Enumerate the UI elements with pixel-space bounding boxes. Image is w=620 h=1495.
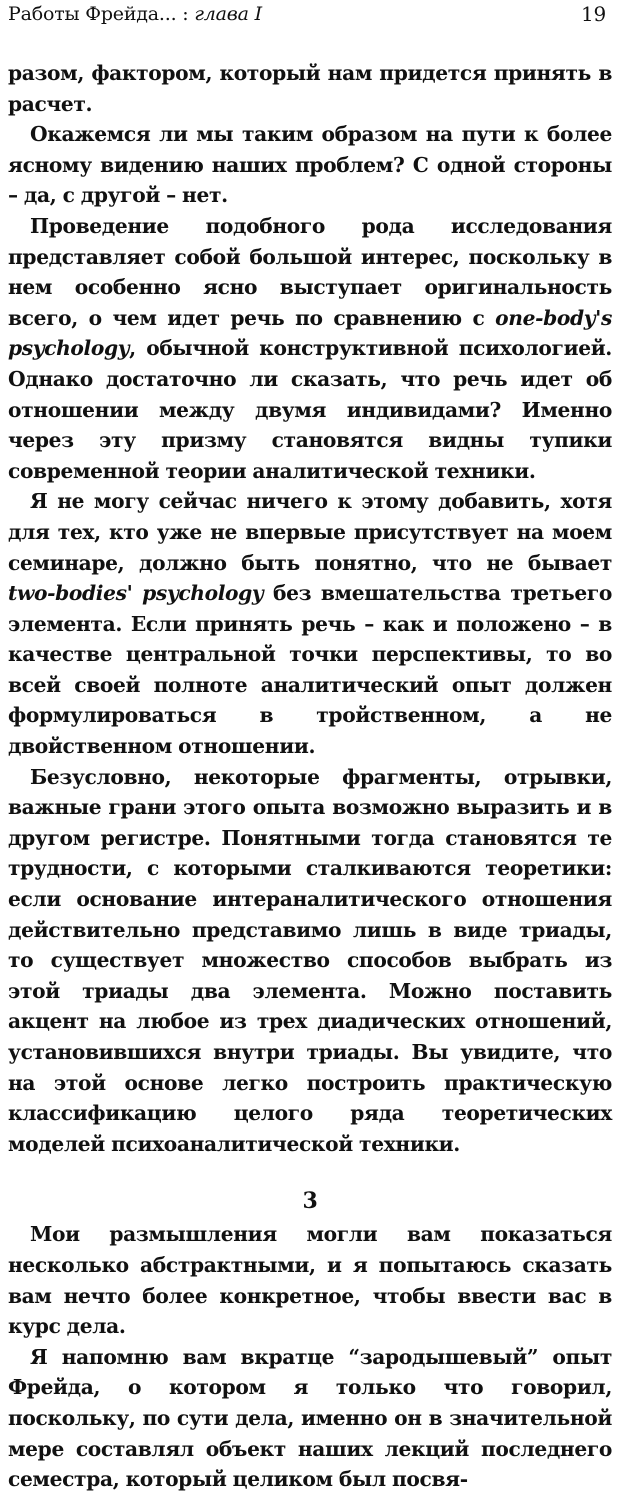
- paragraph-4-text-b: без вмешательства третьего элемента. Если принять речь – как и положено – в качестве центральной точки перспективы, то во всей своей полноте аналитический опыт должен формулироваться в тройственном, а не двойственном отношении.: [8, 581, 612, 759]
- page-number: 19: [580, 2, 606, 26]
- paragraph-6: Мои размышления могли вам показаться несколько абстрактными, и я попытаюсь сказать вам нечто более конкретное, чтобы ввести вас в курс дела.: [8, 1222, 612, 1339]
- running-head-title: [8, 2, 262, 26]
- italic-term-two-bodies: two-bodies' psychology: [8, 581, 264, 606]
- paragraph-4-text-a: Я не могу сейчас ничего к этому добавить, хотя для тех, кто уже не впервые присутствует на моем семинаре, должно быть понятно, что не бывает: [8, 489, 612, 575]
- paragraph-3-text-a: Проведение подобного рода исследования представляет собой большой интерес, поскольку в нем особенно ясно выступает оригинальность всего, о чем идет речь по сравнению с: [8, 213, 612, 330]
- header-separator: :: [176, 3, 195, 25]
- paragraph-3: [8, 211, 612, 486]
- chapter-label: глава I: [194, 3, 262, 25]
- section-number: 3: [302, 1188, 318, 1215]
- paragraph-4: [8, 486, 612, 761]
- body-text: [8, 58, 612, 1495]
- book-title: Работы Фрейда...: [8, 3, 177, 25]
- paragraph-1: разом, фактором, который нам придется принять в расчет.: [8, 61, 612, 116]
- running-head: [8, 0, 612, 42]
- paragraph-5: Безусловно, некоторые фрагменты, отрывки, важные грани этого опыта возможно выразить и в другом регистре. Понятными тогда становятся те трудности, с которыми сталкиваются теоретики: если основание интераналитического отношения действительно представимо лишь в виде триады, то существует множество способов выбрать из этой триады два элемента. Можно поставить акцент на любое из трех диадических отношений, установившихся внутри триады. Вы увидите, что на этой основе легко построить практическую классификацию целого ряда теоретических моделей психоаналитической техники.: [8, 764, 612, 1156]
- paragraph-3-text-b: , обычной конструктивной психологией. Однако достаточно ли сказать, что речь идет об отношении между двумя индивидами? Именно через эту призму становятся видны тупики современной теории аналитической техники.: [8, 336, 612, 483]
- italic-term-one-body: one-body's psychology: [8, 305, 612, 361]
- paragraph-2: Окажемся ли мы таким образом на пути к более ясному видению наших проблем? С одной стороны – да, с другой – нет.: [8, 122, 612, 208]
- paragraph-7: Я напомню вам вкратце “зародышевый” опыт Фрейда, о котором я только что говорил, поскольку, по сути дела, именно он в значительной мере составлял объект наших лекций последнего семестра, который целиком был посвя-: [8, 1344, 612, 1492]
